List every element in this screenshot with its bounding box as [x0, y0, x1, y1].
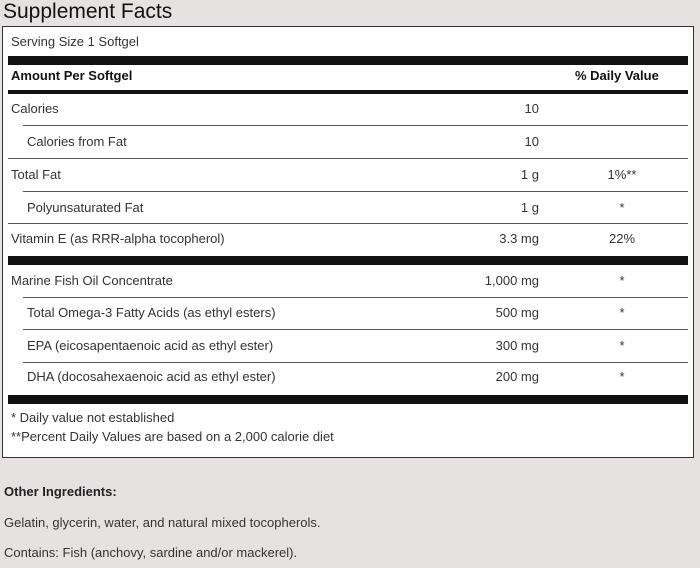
- nutrient-row-total-fat: [8, 159, 688, 191]
- nutrient-daily-value: *: [619, 200, 625, 215]
- nutrient-daily-value: *: [619, 273, 625, 288]
- nutrient-name: Polyunsaturated Fat: [27, 200, 144, 215]
- nutrient-daily-value: 1%**: [607, 167, 637, 182]
- thick-divider: [8, 56, 688, 65]
- nutrient-name: Total Omega-3 Fatty Acids (as ethyl esters): [27, 305, 276, 320]
- nutrient-amount: 1 g: [520, 167, 539, 182]
- nutrient-name: Total Fat: [11, 167, 61, 182]
- nutrient-amount: 1 g: [520, 200, 539, 215]
- nutrient-amount: 10: [524, 101, 539, 116]
- nutrient-row-calories: [8, 93, 688, 125]
- nutrient-row-vitamin-e: [8, 223, 688, 255]
- nutrient-name: EPA (eicosapentaenoic acid as ethyl ester): [27, 338, 274, 353]
- nutrient-amount: 500 mg: [495, 305, 539, 320]
- nutrient-name: Calories: [11, 101, 59, 116]
- other-ingredients-heading: Other Ingredients:: [4, 484, 117, 499]
- nutrient-daily-value: *: [619, 305, 625, 320]
- daily-value-header: % Daily Value: [575, 68, 659, 83]
- nutrient-row-fish-oil: [8, 265, 688, 297]
- amount-per-header: Amount Per Softgel: [11, 68, 133, 83]
- allergen-statement: Contains: Fish (anchovy, sardine and/or mackerel).: [4, 545, 298, 560]
- nutrient-amount: 1,000 mg: [484, 273, 539, 288]
- nutrient-row-polyunsaturated-fat: [8, 192, 688, 224]
- nutrient-name: DHA (docosahexaenoic acid as ethyl ester): [27, 369, 276, 384]
- footnote-percent-basis: **Percent Daily Values are based on a 2,000 calorie diet: [11, 429, 334, 444]
- nutrient-amount: 300 mg: [495, 338, 539, 353]
- serving-size: Serving Size 1 Softgel: [11, 34, 139, 49]
- nutrient-name: Marine Fish Oil Concentrate: [11, 273, 173, 288]
- supplement-facts-panel: [2, 26, 694, 458]
- nutrient-daily-value: *: [619, 369, 625, 384]
- nutrient-amount: 10: [524, 134, 539, 149]
- thick-divider: [8, 256, 688, 265]
- nutrient-name: Vitamin E (as RRR-alpha tocopherol): [11, 231, 225, 246]
- nutrient-row-dha: [8, 361, 688, 393]
- nutrient-amount: 200 mg: [495, 369, 539, 384]
- nutrient-amount: 3.3 mg: [499, 231, 539, 246]
- footnote-daily-value: * Daily value not established: [11, 410, 175, 425]
- nutrient-row-omega-3: [8, 297, 688, 329]
- thick-divider: [8, 395, 688, 404]
- nutrient-daily-value: 22%: [608, 231, 636, 246]
- nutrient-row-calories-from-fat: [8, 126, 688, 158]
- nutrient-name: Calories from Fat: [27, 134, 127, 149]
- nutrient-row-epa: [8, 330, 688, 362]
- other-ingredients-text: Gelatin, glycerin, water, and natural mixed tocopherols.: [4, 515, 321, 530]
- nutrient-daily-value: *: [619, 338, 625, 353]
- facts-title: Supplement Facts: [3, 0, 173, 23]
